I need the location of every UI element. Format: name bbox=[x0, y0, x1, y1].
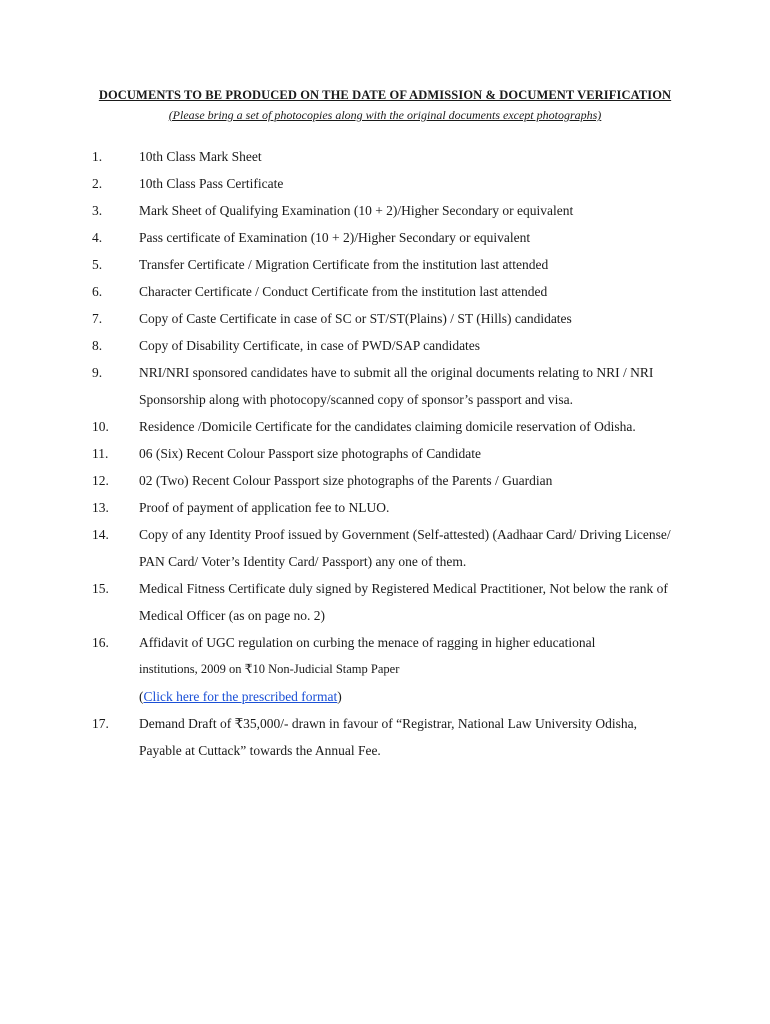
list-item bbox=[0, 143, 770, 170]
list-item bbox=[0, 521, 770, 575]
list-item bbox=[0, 278, 770, 305]
item-text: Copy of Caste Certificate in case of SC or ST/ST(Plains) / ST (Hills) candidates bbox=[139, 311, 572, 326]
item-text: Medical Fitness Certificate duly signed by Registered Medical Practitioner, Not below the rank of Medical Officer (as on page no. 2) bbox=[139, 581, 668, 623]
list-item bbox=[0, 305, 770, 332]
item-text: Mark Sheet of Qualifying Examination (10 + 2)/Higher Secondary or equivalent bbox=[139, 203, 574, 218]
item-text: Character Certificate / Conduct Certificate from the institution last attended bbox=[139, 284, 548, 299]
link-open-paren: ( bbox=[139, 689, 144, 704]
list-item bbox=[0, 710, 770, 764]
item-text: Residence /Domicile Certificate for the candidates claiming domicile reservation of Odisha. bbox=[139, 419, 636, 434]
list-item bbox=[0, 467, 770, 494]
item-text: Copy of any Identity Proof issued by Government (Self-attested) (Aadhaar Card/ Driving License/ PAN Card/ Voter’s Identity Card/ Passport) any one of them. bbox=[139, 527, 671, 569]
link-close-paren: ) bbox=[337, 689, 342, 704]
item-number: 11. bbox=[92, 446, 109, 461]
list-item bbox=[0, 413, 770, 440]
item-text: 10th Class Mark Sheet bbox=[139, 149, 262, 164]
list-item bbox=[0, 251, 770, 278]
item-number: 10. bbox=[92, 419, 109, 434]
list-item bbox=[0, 494, 770, 521]
item-text: Affidavit of UGC regulation on curbing the menace of ragging in higher educational bbox=[139, 635, 596, 650]
item-number: 3. bbox=[92, 203, 103, 218]
item-text: 10th Class Pass Certificate bbox=[139, 176, 284, 191]
list-item bbox=[0, 629, 770, 710]
item-text-line2: institutions, 2009 on ₹10 Non-Judicial Stamp Paper bbox=[139, 662, 400, 676]
list-item bbox=[0, 224, 770, 251]
item-text: 02 (Two) Recent Colour Passport size photographs of the Parents / Guardian bbox=[139, 473, 553, 488]
item-text: Copy of Disability Certificate, in case of PWD/SAP candidates bbox=[139, 338, 481, 353]
item-number: 8. bbox=[92, 338, 103, 353]
document-title: DOCUMENTS TO BE PRODUCED ON THE DATE OF ADMISSION & DOCUMENT VERIFICATION bbox=[98, 88, 672, 102]
item-number: 6. bbox=[92, 284, 103, 299]
item-text: Transfer Certificate / Migration Certificate from the institution last attended bbox=[139, 257, 549, 272]
item-number: 1. bbox=[92, 149, 103, 164]
item-number: 16. bbox=[92, 635, 109, 650]
item-text: 06 (Six) Recent Colour Passport size photographs of Candidate bbox=[139, 446, 481, 461]
item-text: Proof of payment of application fee to NLUO. bbox=[139, 500, 390, 515]
list-item bbox=[0, 440, 770, 467]
item-number: 9. bbox=[92, 365, 103, 380]
item-number: 12. bbox=[92, 473, 109, 488]
item-text: Demand Draft of ₹35,000/- drawn in favour of “Registrar, National Law University Odisha, Payable at Cuttack” towards the Annual Fee. bbox=[139, 716, 638, 758]
list-item bbox=[0, 197, 770, 224]
format-link-line bbox=[139, 683, 679, 710]
item-text: NRI/NRI sponsored candidates have to submit all the original documents relating to NRI / NRI Sponsorship along with photocopy/scanned copy of sponsor’s passport and visa. bbox=[139, 365, 654, 407]
item-number: 17. bbox=[92, 716, 109, 731]
item-number: 7. bbox=[92, 311, 103, 326]
list-item bbox=[0, 332, 770, 359]
item-number: 13. bbox=[92, 500, 109, 515]
prescribed-format-link[interactable]: Click here for the prescribed format bbox=[143, 689, 338, 704]
item-number: 15. bbox=[92, 581, 109, 596]
documents-list bbox=[0, 143, 770, 764]
list-item bbox=[0, 359, 770, 413]
item-number: 4. bbox=[92, 230, 103, 245]
item-number: 2. bbox=[92, 176, 103, 191]
list-item bbox=[0, 575, 770, 629]
list-item bbox=[0, 170, 770, 197]
item-text-block bbox=[139, 629, 679, 710]
item-number: 14. bbox=[92, 527, 109, 542]
item-text: Pass certificate of Examination (10 + 2)/Higher Secondary or equivalent bbox=[139, 230, 531, 245]
document-subtitle: (Please bring a set of photocopies along with the original documents except photographs) bbox=[168, 108, 602, 122]
item-number: 5. bbox=[92, 257, 103, 272]
